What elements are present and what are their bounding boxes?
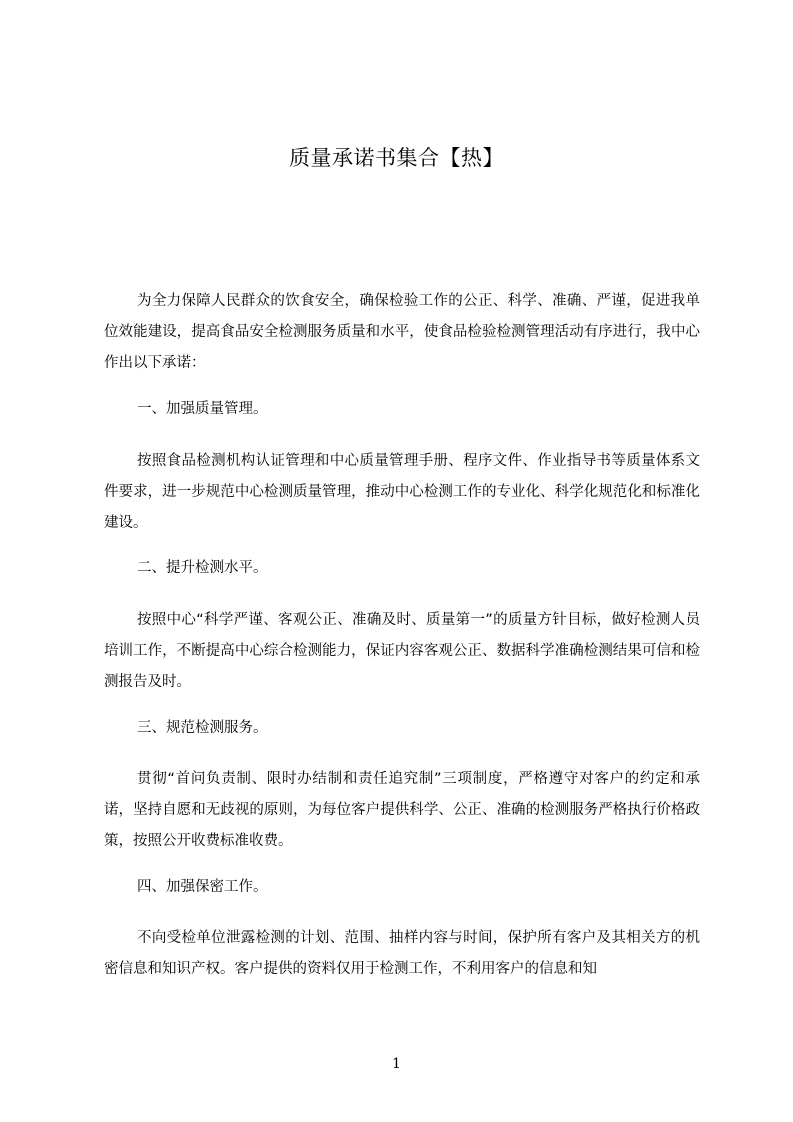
section-heading-2: 二、提升检测水平。 — [137, 560, 268, 576]
section-body-3: 贯彻“首问负责制、限时办结制和责任追究制”三项制度，严格遵守对客户的约定和承诺，坚持自愿和无歧视的原则，为每位客户提供科学、公正、准确的检测服务严格执行价格政策，按照公开收费标准收费。 — [104, 771, 700, 849]
section-heading-1: 一、加强质量管理。 — [137, 401, 268, 417]
document-title: 质量承诺书集合【热】 — [289, 146, 504, 170]
section-body-1: 按照食品检测机构认证管理和中心质量管理手册、程序文件、作业指导书等质量体系文件要求，进一步规范中心检测质量管理，推动中心检测工作的专业化、科学化规范化和标准化建设。 — [104, 453, 700, 531]
section-body-4: 不向受检单位泄露检测的计划、范围、抽样内容与时间，保护所有客户及其相关方的机密信息和知识产权。客户提供的资料仅用于检测工作，不利用客户的信息和知 — [104, 930, 700, 977]
section-body-2: 按照中心“科学严谨、客观公正、准确及时、质量第一”的质量方针目标，做好检测人员培训工作，不断提高中心综合检测能力，保证内容客观公正、数据科学准确检测结果可信和检测报告及时。 — [104, 612, 700, 690]
intro-paragraph: 为全力保障人民群众的饮食安全，确保检验工作的公正、科学、准确、严谨，促进我单位效能建设，提高食品安全检测服务质量和水平，使食品检验检测管理活动有序进行，我中心作出以下承诺： — [104, 293, 700, 371]
section-heading-3: 三、规范检测服务。 — [137, 720, 268, 736]
page-number: 1 — [392, 1056, 401, 1072]
section-heading-4: 四、加强保密工作。 — [137, 879, 268, 895]
